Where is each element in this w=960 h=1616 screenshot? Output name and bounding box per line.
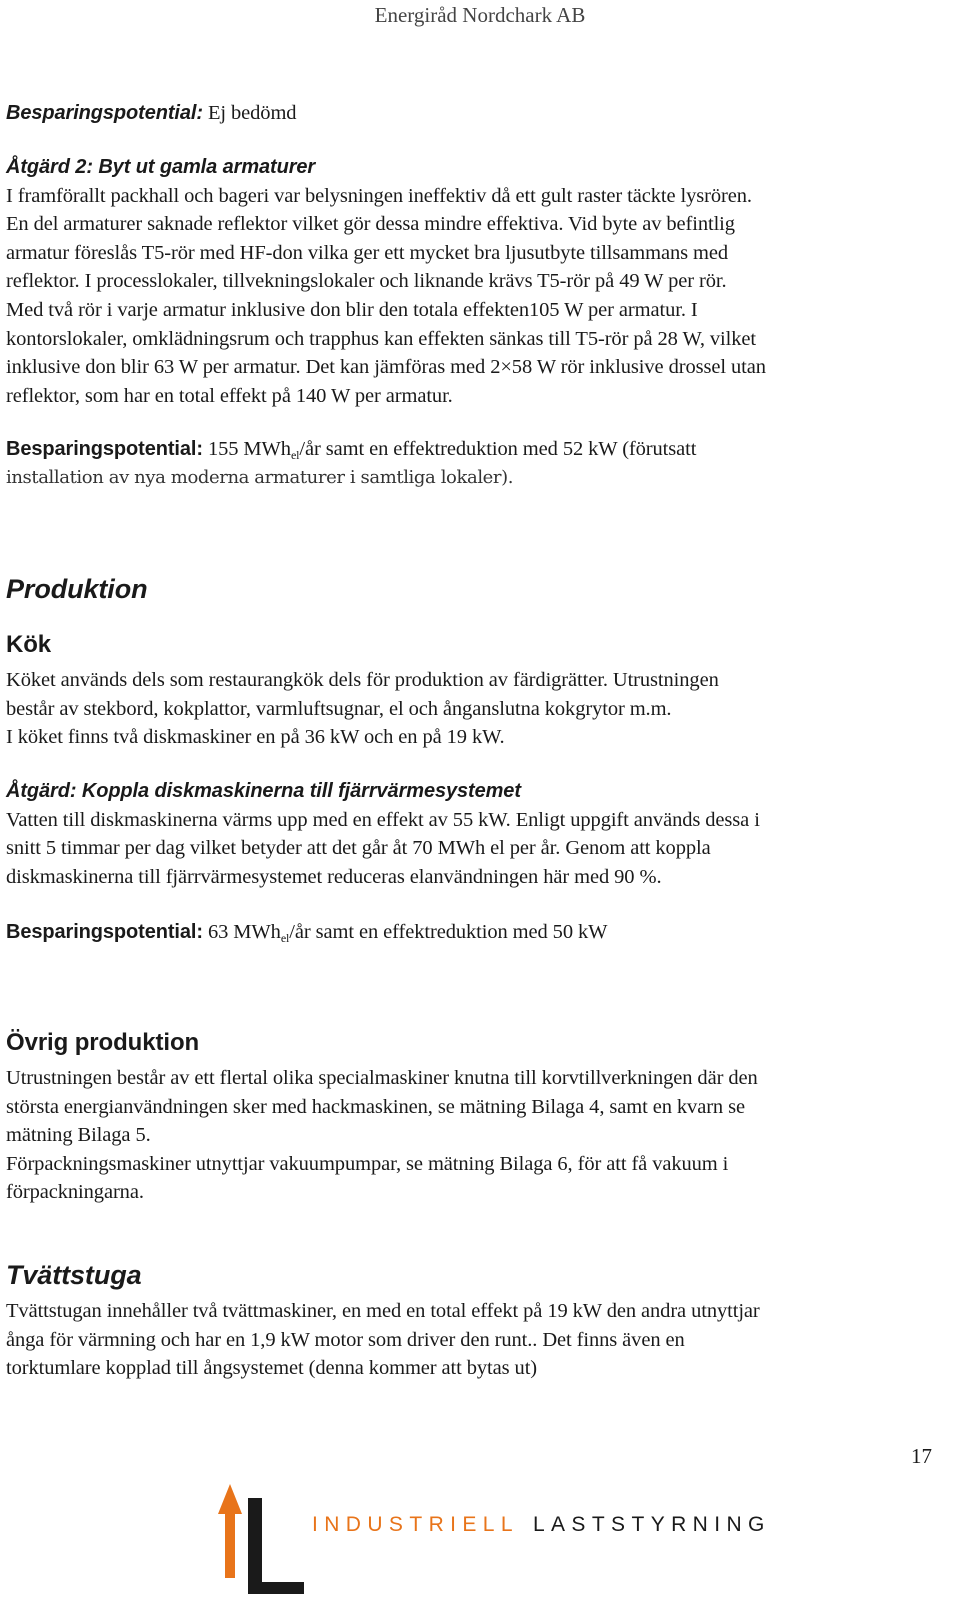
dishwasher-measure-section — [6, 777, 951, 891]
section-title: Tvättstuga — [6, 1260, 142, 1290]
laundry-line: torktumlare kopplad till ångsystemet (denna kommer att bytas ut) — [6, 1357, 538, 1380]
measure-line: Vatten till diskmaskinerna värms upp med en effekt av 55 kW. Enligt uppgift används dessa i — [6, 808, 760, 831]
logo-l-shape — [248, 1498, 304, 1594]
page-number: 17 — [911, 1444, 932, 1468]
savings-note: installation av nya moderna armaturer i samtliga lokaler). — [6, 466, 514, 488]
kitchen-line: Köket används dels som restaurangkök dels för produktion av färdigrätter. Utrustningen — [6, 669, 719, 691]
kitchen-text — [6, 666, 951, 752]
other-production-section — [6, 1027, 951, 1059]
measure-2-line: En del armaturer saknade reflektor vilket gör dessa mindre effektiva. Vid byte av befintlig — [6, 213, 735, 236]
savings-value: Ej bedömd — [207, 102, 297, 124]
savings-unassessed — [6, 99, 951, 128]
measure-2-line: armatur föreslås T5-rör med HF-don vilka ger ett mycket bra ljusutbyte tillsammans med — [6, 241, 729, 264]
section-title: Produktion — [6, 574, 148, 604]
industriell-laststyrning-logo — [218, 1478, 738, 1598]
page-header: Energiråd Nordchark AB — [374, 3, 586, 27]
other-line: Förpackningsmaskiner utnyttjar vakuumpumpar, se mätning Bilaga 6, för att få vakuum i — [6, 1152, 729, 1175]
measure-2-line: reflektor, som har en total effekt på 140 W per armatur. — [6, 384, 453, 407]
measure-2-section — [6, 153, 951, 410]
kitchen-line: I köket finns två diskmaskiner en på 36 kW och en på 19 kW. — [6, 726, 505, 749]
measure-heading: Åtgärd: Koppla diskmaskinerna till fjärrvärmesystemet — [6, 780, 521, 802]
arrow-up-icon — [218, 1484, 242, 1578]
savings-label: Besparingspotential: — [6, 102, 203, 124]
other-production-text — [6, 1064, 951, 1207]
laundry-text — [6, 1297, 951, 1383]
section-title: Övrig produktion — [6, 1029, 200, 1056]
measure-line: snitt 5 timmar per dag vilket betyder att det går åt 70 MWh el per år. Genom att koppla — [6, 837, 711, 860]
savings-lighting: Besparingspotential: 155 MWh$_{el}$/år samt en effektreduktion med 52 kW (förutsatt installation av nya moderna armaturer i samtliga lokaler). — [6, 435, 951, 492]
measure-line: diskmaskinerna till fjärrvärmesystemet reduceras elanvändningen här med 90 %. — [6, 865, 662, 888]
measure-2-line: Med två rör i varje armatur inklusive don blir den totala effekten105 W per armatur. I — [6, 298, 698, 321]
savings-label: Besparingspotential — [6, 921, 197, 943]
kitchen-line: består av stekbord, kokplattor, varmluftsugnar, el och ånganslutna kokgrytor m.m. — [6, 697, 672, 720]
laundry-section — [6, 1258, 951, 1292]
measure-2-heading: Åtgärd 2: Byt ut gamla armaturer — [6, 156, 316, 178]
other-line: största energianvändningen sker med hackmaskinen, se mätning Bilaga 4, samt en kvarn se — [6, 1095, 745, 1118]
laundry-line: ånga för värmning och har en 1,9 kW motor som driver den runt.. Det finns även en — [6, 1328, 685, 1351]
subsection-title: Kök — [6, 631, 52, 658]
measure-2-line: I framförallt packhall och bageri var belysningen ineffektiv då ett gult raster täckte lysrören. — [6, 184, 752, 207]
measure-2-line: reflektor. I processlokaler, tillvekningslokaler och liknande krävs T5-rör på 49 W per rör. — [6, 270, 727, 293]
logo-wordmark — [312, 1513, 771, 1537]
savings-label: Besparingspotential — [6, 438, 197, 460]
other-line: förpackningarna. — [6, 1181, 144, 1204]
production-section — [6, 572, 951, 606]
kitchen-section — [6, 630, 951, 660]
measure-2-line: inklusive don blir 63 W per armatur. Det kan jämföras med 2×58 W rör inklusive drossel utan — [6, 356, 766, 379]
other-line: mätning Bilaga 5. — [6, 1124, 151, 1147]
logo-word-industriell: INDUSTRIELL — [312, 1513, 519, 1536]
savings-dishwasher: Besparingspotential: 63 MWh$_{el}$/år samt en effektreduktion med 50 kW — [6, 921, 608, 945]
measure-2-line: kontorslokaler, omklädningsrum och trapphus kan effekten sänkas till T5-rör på 28 W, vilket — [6, 327, 756, 350]
logo-word-laststyrning: LASTSTYRNING — [532, 1513, 771, 1536]
laundry-line: Tvättstugan innehåller två tvättmaskiner, en med en total effekt på 19 kW den andra utnyttjar — [6, 1300, 760, 1322]
other-line: Utrustningen består av ett flertal olika specialmaskiner knutna till korvtillverkningen där den — [6, 1067, 758, 1089]
